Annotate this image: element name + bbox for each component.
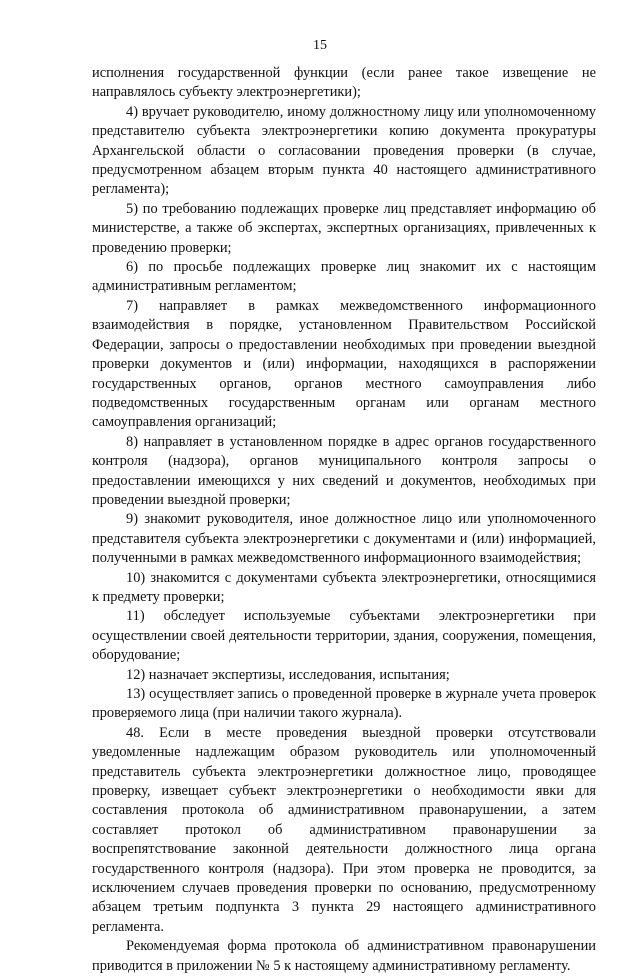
paragraph-item-13: 13) осуществляет запись о проведенной проверке в журнале учета проверок проверяемого лица (при наличии такого журнала). [92, 686, 596, 722]
paragraph-section-48: 48. Если в месте проведения выездной проверки отсутствовали уведомленные надлежащим образом руководитель или уполномоченный представитель субъекта электроэнергетики должностное лицо, проводящее проверку, извещает субъект электроэнергетики о необходимости явки для составления протокола об административном правонарушении, а затем составляет протокол об административном правонарушении за воспрепятствование законной деятельности должностного лица органа государственного контроля (надзора). При этом проверка не проводится, за исключением случаев проведения проверки по основанию, предусмотренному абзацем третьим подпункта 3 пункта 29 настоящего административного регламента. [92, 724, 596, 935]
paragraph-item-6: 6) по просьбе подлежащих проверке лиц знакомит их с настоящим административным регламентом; [92, 259, 596, 295]
paragraph-recommended-form: Рекомендуемая форма протокола об административном правонарушении приводится в приложении № 5 к настоящему административному регламенту. [92, 938, 596, 974]
paragraph-item-7: 7) направляет в рамках межведомственного информационного взаимодействия в порядке, установленном Правительством Российской Федерации, запросы о предоставлении необходимых при проведении выездной проверки документов и (или) информации, находящихся в распоряжении государственных органов, органов местного самоуправления либо подведомственных государственным органам или органам местного самоуправления организаций; [92, 297, 596, 431]
paragraph-item-10: 10) знакомится с документами субъекта электроэнергетики, относящимися к предмету проверки; [92, 569, 596, 605]
paragraph-item-12: 12) назначает экспертизы, исследования, испытания; [126, 666, 450, 683]
paragraph-item-4: 4) вручает руководителю, иному должностному лицу или уполномоченному представителю субъекта электроэнергетики копию документа прокуратуры Архангельской области о согласовании проведения проверки (в случае, предусмотренном абзацем вторым пункта 40 настоящего административного регламента); [92, 103, 596, 198]
document-body [92, 64, 596, 976]
paragraph-item-8: 8) направляет в установленном порядке в адрес органов государственного контроля (надзора), органов муниципального контроля запросы о предоставлении имеющихся у них сведений и документов, необходимых при проведении выездной проверки; [92, 433, 596, 508]
paragraph-item-9: 9) знакомит руководителя, иное должностное лицо или уполномоченного представителя субъекта электроэнергетики с документами и (или) информацией, полученными в рамках межведомственного информационного взаимодействия; [92, 511, 596, 567]
page-number: 15 [313, 38, 327, 53]
paragraph-continuation: исполнения государственной функции (если ранее такое извещение не направлялось субъекту электроэнергетики); [92, 65, 596, 101]
paragraph-item-5: 5) по требованию подлежащих проверке лиц представляет информацию об министерстве, а также об экспертах, экспертных организациях, привлеченных к проведению проверки; [92, 200, 596, 256]
paragraph-item-11: 11) обследует используемые субъектами электроэнергетики при осуществлении своей деятельности территории, здания, сооружения, помещения, оборудование; [92, 608, 596, 664]
